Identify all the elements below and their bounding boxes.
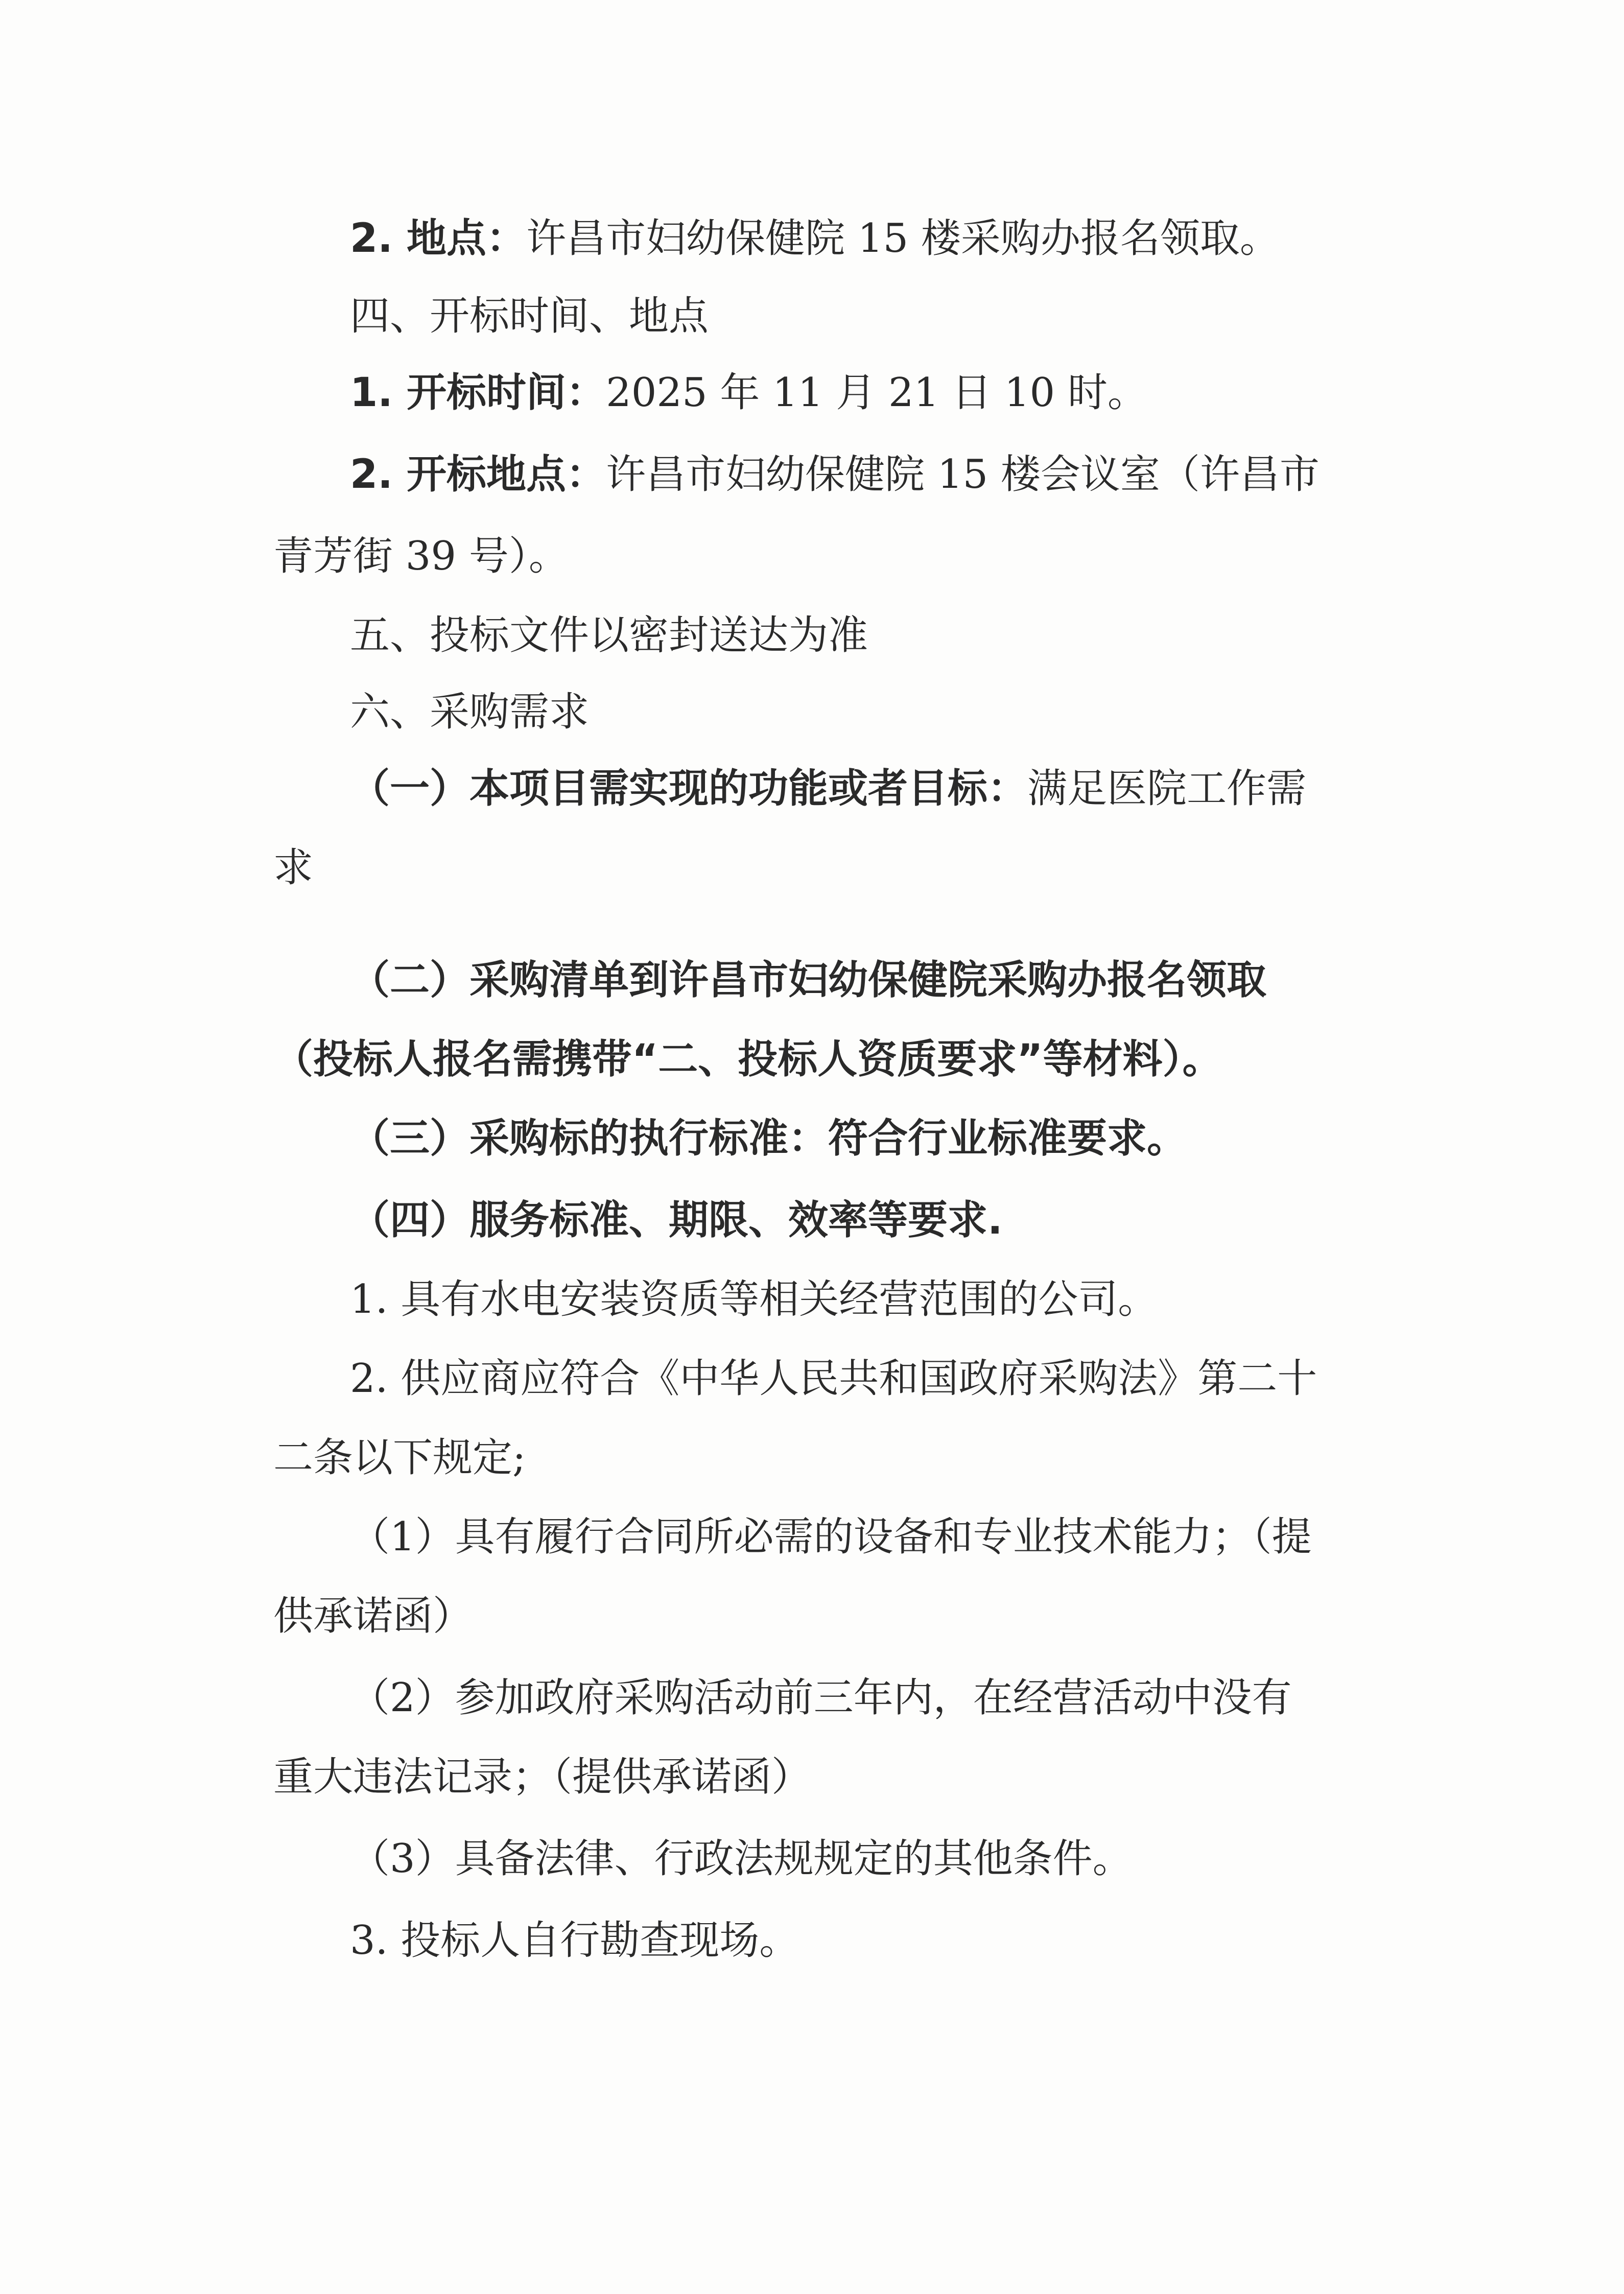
service-item-2-sub-3: （3）具备法律、行政法规规定的其他条件。 [350,1836,1133,1882]
opening-time-label: 1. 开标时间： [350,370,606,416]
heading-sealed-documents: 五、投标文件以密封送达为准 [350,612,868,658]
requirement-3: （三）采购标的执行标准：符合行业标准要求。 [350,1116,1187,1162]
paragraph-location [350,216,1280,262]
opening-place-continuation: 青芳街 39 号）。 [273,533,569,579]
requirement-1 [350,766,1307,812]
service-item-1: 1. 具有水电安装资质等相关经营范围的公司。 [350,1276,1158,1322]
service-item-2-sub-1-continuation: 供承诺函） [273,1593,473,1639]
service-item-2-continuation: 二条以下规定; [273,1435,526,1481]
location-label: 2. 地点： [350,216,527,262]
opening-place-label: 2. 开标地点： [350,452,606,498]
service-item-3: 3. 投标人自行勘查现场。 [350,1918,799,1964]
requirement-1-text: 满足医院工作需 [1027,766,1307,812]
requirement-1-label: （一）本项目需实现的功能或者目标： [350,766,1028,812]
requirement-1-continuation: 求 [273,845,314,891]
paragraph-opening-time [350,370,1147,416]
heading-bid-opening: 四、开标时间、地点 [350,293,709,339]
service-item-2: 2. 供应商应符合《中华人民共和国政府采购法》第二十 [350,1356,1317,1402]
service-item-2-sub-2-continuation: 重大违法记录；（提供承诺函） [273,1754,812,1800]
requirement-2: （二）采购清单到许昌市妇幼保健院采购办报名领取 [350,957,1267,1003]
requirement-2-continuation: （投标人报名需携带“二、投标人资质要求”等材料）。 [273,1036,1222,1082]
service-item-2-sub-2: （2）参加政府采购活动前三年内，在经营活动中没有 [350,1675,1292,1721]
heading-requirements: 六、采购需求 [350,689,590,735]
service-item-2-sub-1: （1）具有履行合同所必需的设备和专业技术能力；（提 [350,1514,1312,1560]
requirement-4: （四）服务标准、期限、效率等要求. [350,1197,1003,1243]
paragraph-opening-place [350,452,1320,498]
location-text: 许昌市妇幼保健院 15 楼采购办报名领取。 [526,216,1280,262]
opening-place-text: 许昌市妇幼保健院 15 楼会议室（许昌市 [606,452,1320,498]
opening-time-text: 2025 年 11 月 21 日 10 时。 [606,370,1147,416]
